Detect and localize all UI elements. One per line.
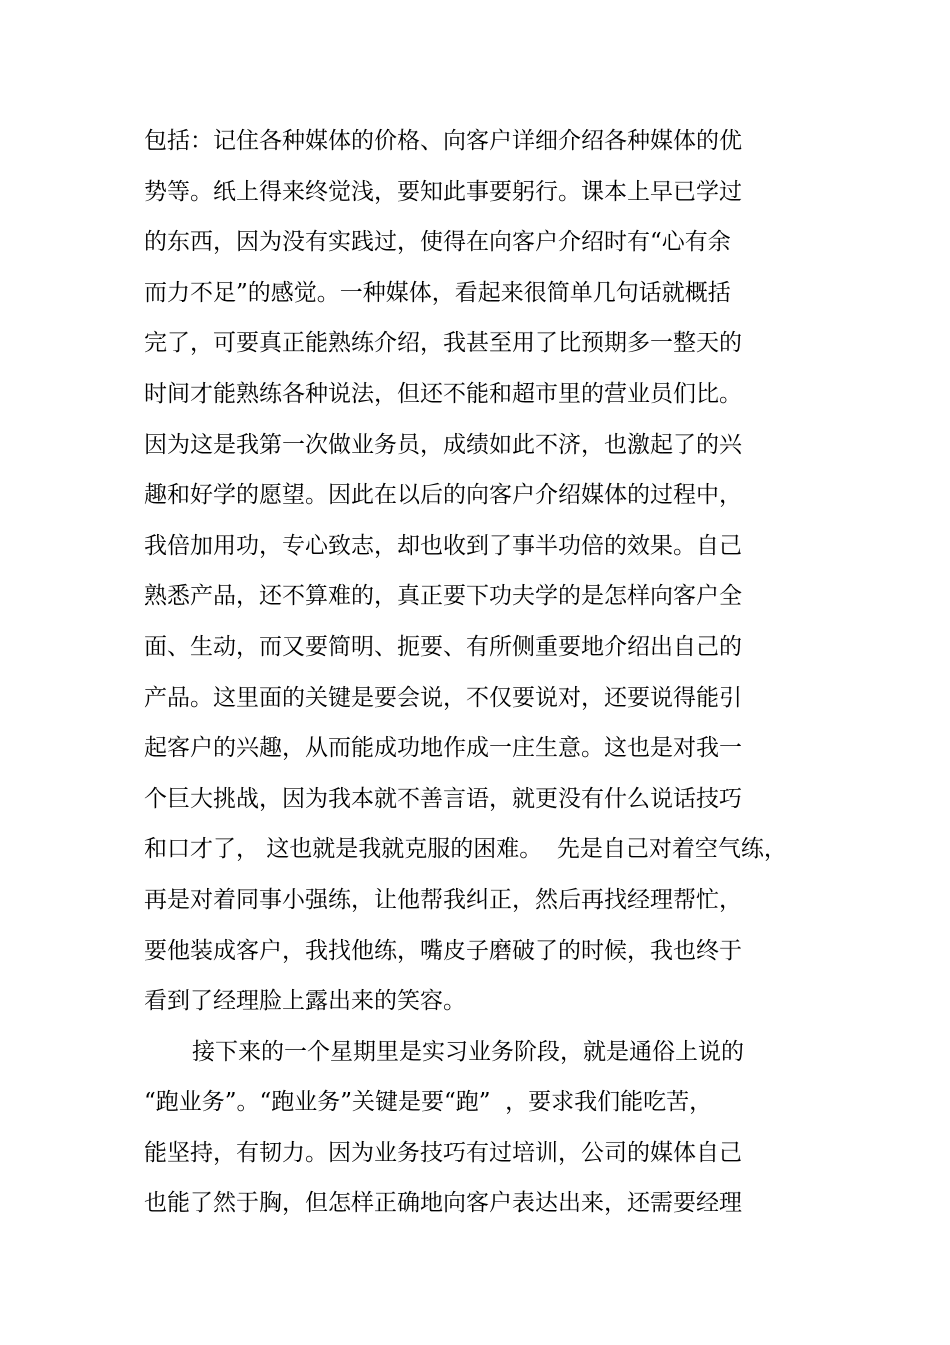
text-line: 也能了然于胸，但怎样正确地向客户表达出来，还需要经理 [144, 1190, 742, 1217]
text-line: 和口才了， 这也就是我就克服的困难。 先是自己对着空气练， [144, 836, 787, 863]
text-line: 起客户的兴趣，从而能成功地作成一庄生意。这也是对我一 [144, 735, 742, 762]
text-line: 时间才能熟练各种说法，但还不能和超市里的营业员们比。 [144, 380, 742, 407]
text-line: 接下来的一个星期里是实习业务阶段，就是通俗上说的 [192, 1038, 744, 1065]
text-line: 熟悉产品，还不算难的，真正要下功夫学的是怎样向客户全 [144, 583, 742, 610]
text-line: 的东西，因为没有实践过，使得在向客户介绍时有“心有余 [144, 229, 731, 256]
text-line: 趣和好学的愿望。因此在以后的向客户介绍媒体的过程中， [144, 482, 742, 509]
text-line: 能坚持，有韧力。因为业务技巧有过培训，公司的媒体自己 [144, 1139, 742, 1166]
text-line: 看到了经理脸上露出来的笑容。 [144, 988, 466, 1015]
text-line: 完了，可要真正能熟练介绍，我甚至用了比预期多一整天的 [144, 330, 742, 357]
text-line: 包括：记住各种媒体的价格、向客户详细介绍各种媒体的优 [144, 128, 742, 154]
body-text [144, 122, 844, 1235]
text-line: 面、生动，而又要简明、扼要、有所侧重要地介绍出自己的 [144, 633, 742, 660]
text-line: 势等。纸上得来终觉浅，要知此事要躬行。课本上早已学过 [144, 178, 742, 205]
text-line: 我倍加用功，专心致志，却也收到了事半功倍的效果。自己 [144, 532, 742, 559]
text-line: 再是对着同事小强练，让他帮我纠正，然后再找经理帮忙， [144, 886, 742, 913]
text-line: 因为这是我第一次做业务员，成绩如此不济，也激起了的兴 [144, 431, 742, 458]
text-line: “跑业务”。“跑业务”关键是要“跑” ，要求我们能吃苦， [144, 1089, 713, 1116]
text-line: 要他装成客户，我找他练，嘴皮子磨破了的时候，我也终于 [144, 937, 742, 964]
text-line: 产品。这里面的关键是要会说，不仅要说对，还要说得能引 [144, 684, 742, 711]
text-line: 而力不足”的感觉。一种媒体，看起来很简单几句话就概括 [144, 279, 731, 306]
text-line: 个巨大挑战，因为我本就不善言语，就更没有什么说话技巧 [144, 785, 742, 812]
